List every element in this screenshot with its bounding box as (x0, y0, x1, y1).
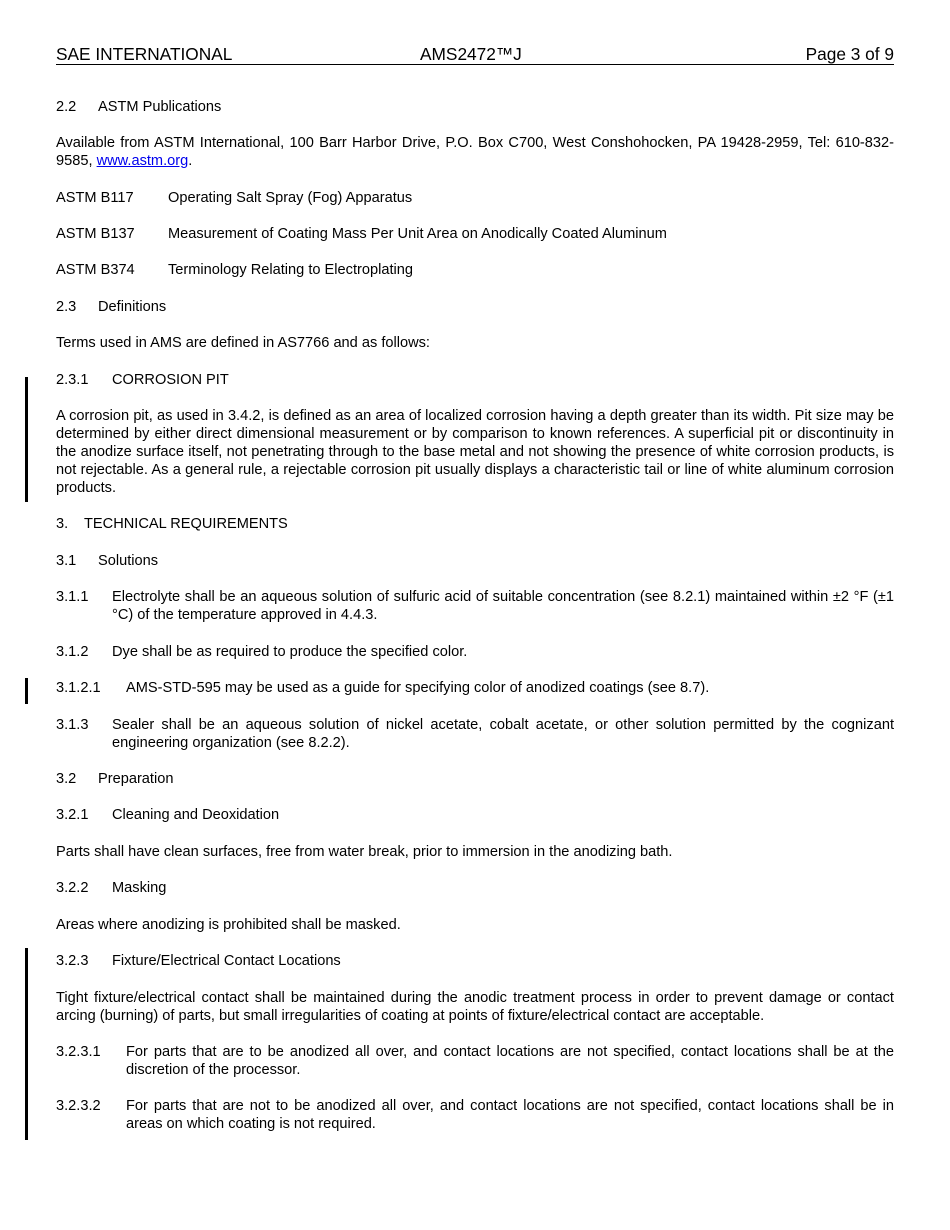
document-page (56, 0, 894, 1230)
section-heading: 3.2.3 Fixture/Electrical Contact Locations (56, 953, 341, 969)
paragraph: Terms used in AMS are defined in AS7766 and as follows: (56, 335, 430, 351)
paragraph: Available from ASTM International, 100 Barr Harbor Drive, P.O. Box C700, West Conshohocken, PA 19428-2959, Tel: 610-832-9585, www.astm.org. (56, 135, 894, 169)
header-page-number: Page 3 of 9 (805, 44, 894, 64)
section-heading: 3.2 Preparation (56, 771, 174, 787)
header-doc-id: AMS2472™J (420, 44, 522, 64)
reference-item: ASTM B117 Operating Salt Spray (Fog) Apparatus (56, 190, 413, 206)
page-header (56, 44, 894, 65)
section-heading: 2.2 ASTM Publications (56, 99, 222, 115)
numbered-paragraph: 3.1.2 Dye shall be as required to produce the specified color. (56, 644, 468, 660)
numbered-paragraph: 3.1.1 Electrolyte shall be an aqueous solution of sulfuric acid of suitable concentration (see 8.2.1) maintained within ±2 °F (±1 °C) of the temperature approved in 4.4.3. (56, 589, 894, 623)
section-heading: 3.2.2 Masking (56, 880, 167, 896)
paragraph: Areas where anodizing is prohibited shall be masked. (56, 917, 401, 933)
numbered-paragraph: 3.2.3.1 For parts that are to be anodized all over, and contact locations are not specified, contact locations shall be at the discretion of the processor. (56, 1044, 894, 1078)
revision-bar (25, 948, 28, 1140)
revision-bar (25, 678, 28, 704)
numbered-paragraph: 3.1.2.1 AMS-STD-595 may be used as a guide for specifying color of anodized coatings (see 8.7). (56, 680, 710, 696)
section-heading: 2.3 Definitions (56, 299, 167, 315)
paragraph: Tight fixture/electrical contact shall be maintained during the anodic treatment process in order to prevent damage or contact arcing (burning) of parts, but small irregularities of coating at points of fixture/electrical contact are acceptable. (56, 990, 894, 1024)
section-heading: 2.3.1 CORROSION PIT (56, 372, 229, 388)
reference-item: ASTM B137 Measurement of Coating Mass Per Unit Area on Anodically Coated Aluminum (56, 226, 667, 242)
revision-bar (25, 377, 28, 502)
section-heading: 3.1 Solutions (56, 553, 159, 569)
numbered-paragraph: 3.1.3 Sealer shall be an aqueous solution of nickel acetate, cobalt acetate, or other solution permitted by the cognizant engineering organization (see 8.2.2). (56, 717, 894, 751)
numbered-paragraph: 3.2.3.2 For parts that are not to be anodized all over, and contact locations are not specified, contact locations shall be in areas on which coating is not required. (56, 1098, 894, 1132)
section-heading: 3. TECHNICAL REQUIREMENTS (56, 516, 288, 532)
paragraph: Parts shall have clean surfaces, free from water break, prior to immersion in the anodizing bath. (56, 844, 673, 860)
section-heading: 3.2.1 Cleaning and Deoxidation (56, 807, 280, 823)
astm-link[interactable]: www.astm.org (96, 153, 189, 169)
header-org: SAE INTERNATIONAL (56, 44, 233, 64)
paragraph: A corrosion pit, as used in 3.4.2, is defined as an area of localized corrosion having a depth greater than its width. Pit size may be determined by either direct dimensional measurement or by comparison to known references. A superficial pit or discontinuity in the anodize surface itself, not penetrating through to the base metal and not showing the presence of white corrosion products, is not rejectable. As a general rule, a rejectable corrosion pit usually displays a characteristic tail or line of white aluminum corrosion products. (56, 408, 894, 496)
reference-item: ASTM B374 Terminology Relating to Electroplating (56, 262, 413, 278)
